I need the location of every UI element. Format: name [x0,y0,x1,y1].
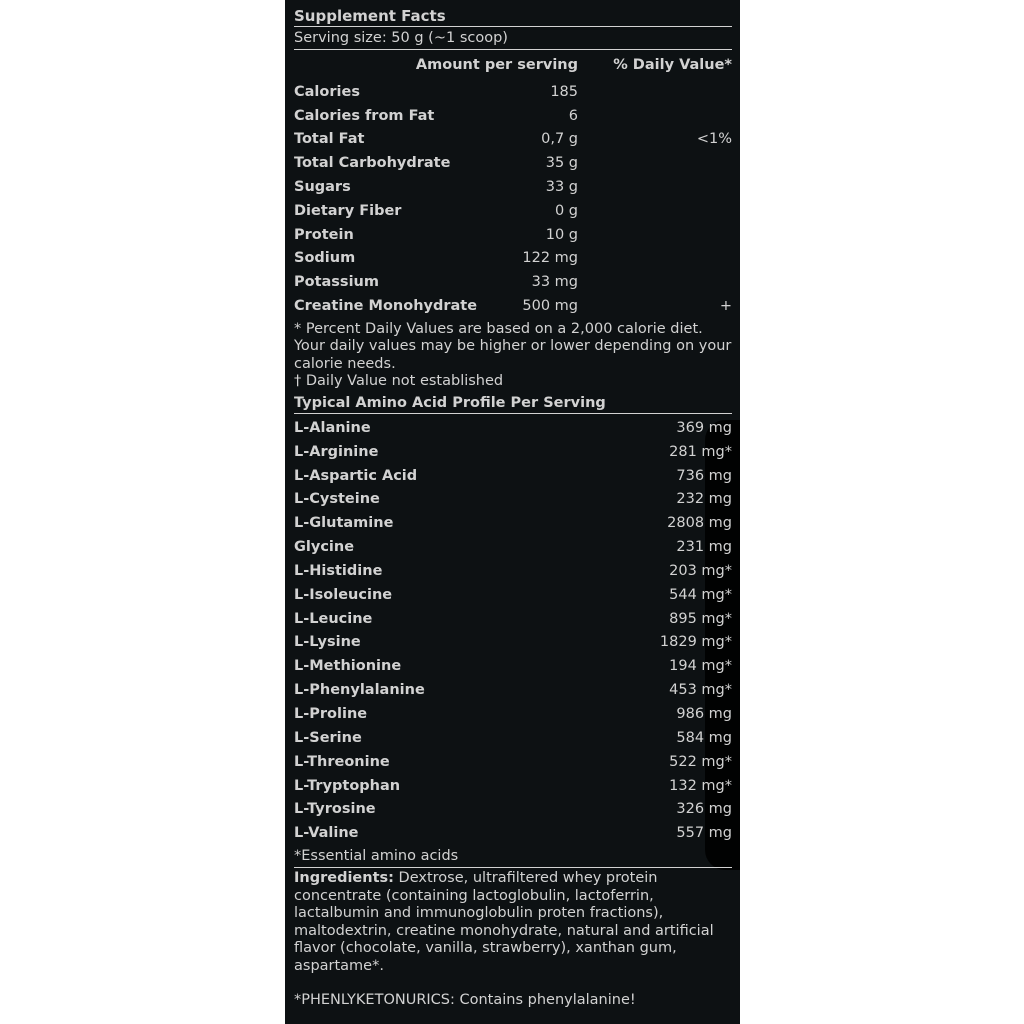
nutrient-amount: 0 g [554,202,578,219]
ingredients [294,870,732,975]
serving-size: Serving size: 50 g (~1 scoop) [294,27,732,50]
nutrient-amount: 10 g [545,226,578,243]
amino-acid-name: L-Glutamine [294,515,394,532]
nutrient-row [294,223,732,247]
nutrient-name: Sugars [294,179,351,196]
amino-acid-name: L-Valine [294,825,359,842]
nutrient-amount: 0,7 g [541,131,578,148]
column-header [294,50,732,80]
nutrient-name: Potassium [294,274,379,291]
phenylketonurics-warning: *PHENLYKETONURICS: Contains phenylalanine! [294,992,636,1009]
amount-header: Amount per serving [415,57,578,73]
amino-acid-amount: 203 mg* [669,562,732,579]
amino-acid-row [294,821,732,845]
amino-acid-row [294,774,732,798]
not-established-note: † Daily Value not established [294,373,504,390]
amino-acid-name: L-Alanine [294,419,371,436]
amino-acid-name: L-Phenylalanine [294,682,425,699]
nutrient-amount: 35 g [545,155,578,172]
amino-acid-amount: 453 mg* [669,682,732,699]
amino-acid-name: L-Threonine [294,753,390,770]
nutrient-name: Sodium [294,250,356,267]
nutrient-row [294,151,732,175]
nutrient-name: Creatine Monohydrate [294,298,478,315]
amino-acid-row [294,654,732,678]
amino-acid-name: L-Methionine [294,658,402,675]
panel-title: Supplement Facts [294,7,732,27]
nutrient-row [294,80,732,104]
amino-acid-amount: 986 mg [676,706,732,723]
amino-section-title: Typical Amino Acid Profile Per Serving [294,393,732,414]
amino-acid-row [294,678,732,702]
amino-acid-name: L-Proline [294,706,368,723]
amino-acid-name: L-Leucine [294,610,373,627]
amino-acid-amount: 584 mg [676,729,732,746]
amino-acid-amount: 281 mg* [669,443,732,460]
amino-acid-row [294,416,732,440]
amino-acid-name: L-Tryptophan [294,777,401,794]
nutrient-row [294,247,732,271]
ingredients-text: Dextrose, ultrafiltered whey protein concentrate (containing lactoglobulin, lactoferrin, lactalbumin and immunoglobulin proten fractions), maltodextrin, creatine monohydrate, natural and artificial flavor (chocolate, vanilla, strawberry), xanthan gum, aspartame*. [294,870,714,974]
daily-value-note: * Percent Daily Values are based on a 2,000 calorie diet. Your daily values may be higher or lower depending on your calorie needs. [294,320,732,372]
amino-acid-name: L-Isoleucine [294,586,393,603]
amino-acid-amount: 326 mg [676,801,732,818]
nutrient-name: Protein [294,226,354,243]
amino-acid-row [294,583,732,607]
ingredients-label: Ingredients: [294,870,394,887]
nutrient-daily-value: + [719,298,732,315]
amino-acid-amount: 895 mg* [669,610,732,627]
amino-acid-amount: 194 mg* [669,658,732,675]
amino-acid-name: L-Cysteine [294,491,380,508]
amino-acid-amount: 1829 mg* [659,634,732,651]
nutrient-name: Calories from Fat [294,107,435,124]
amino-acid-amount: 736 mg [676,467,732,484]
amino-acid-amount: 2808 mg [667,515,732,532]
nutrient-amount: 33 g [545,179,578,196]
nutrient-row [294,199,732,223]
amino-acid-name: L-Histidine [294,562,383,579]
nutrient-name: Dietary Fiber [294,202,402,219]
nutrient-amount: 33 mg [531,274,578,291]
amino-acid-name: Glycine [294,539,355,556]
amino-acid-amount: 544 mg* [669,586,732,603]
nutrient-row [294,175,732,199]
amino-acid-row [294,607,732,631]
daily-value-header: % Daily Value* [613,57,732,73]
amino-acid-amount: 132 mg* [669,777,732,794]
amino-acid-row [294,797,732,821]
amino-acid-amount: 369 mg [676,419,732,436]
amino-acid-name: L-Tyrosine [294,801,376,818]
nutrient-amount: 185 [550,83,578,100]
amino-acid-row [294,464,732,488]
amino-acid-name: L-Serine [294,729,362,746]
amino-acid-row [294,750,732,774]
amino-acid-amount: 231 mg [676,539,732,556]
amino-acid-row [294,511,732,535]
supplement-facts-panel [285,0,740,1024]
nutrient-row [294,104,732,128]
amino-acid-row [294,535,732,559]
nutrient-row [294,294,732,318]
amino-acid-row [294,559,732,583]
nutrient-name: Calories [294,83,360,100]
amino-acid-name: L-Aspartic Acid [294,467,418,484]
essential-amino-note: *Essential amino acids [294,845,732,868]
nutrient-name: Total Carbohydrate [294,155,451,172]
amino-acid-row [294,702,732,726]
nutrient-daily-value: <1% [696,131,732,148]
nutrient-amount: 500 mg [522,298,578,315]
nutrient-name: Total Fat [294,131,365,148]
amino-acid-amount: 232 mg [676,491,732,508]
amino-acid-row [294,488,732,512]
amino-acid-name: L-Lysine [294,634,361,651]
amino-acid-list [294,416,732,845]
amino-acid-row [294,726,732,750]
nutrient-row [294,270,732,294]
nutrient-amount: 6 [568,107,578,124]
amino-acid-row [294,440,732,464]
nutrient-amount: 122 mg [522,250,578,267]
nutrient-row [294,128,732,152]
amino-acid-amount: 522 mg* [669,753,732,770]
amino-acid-amount: 557 mg [676,825,732,842]
amino-acid-name: L-Arginine [294,443,379,460]
amino-acid-row [294,631,732,655]
nutrient-list [294,80,732,318]
